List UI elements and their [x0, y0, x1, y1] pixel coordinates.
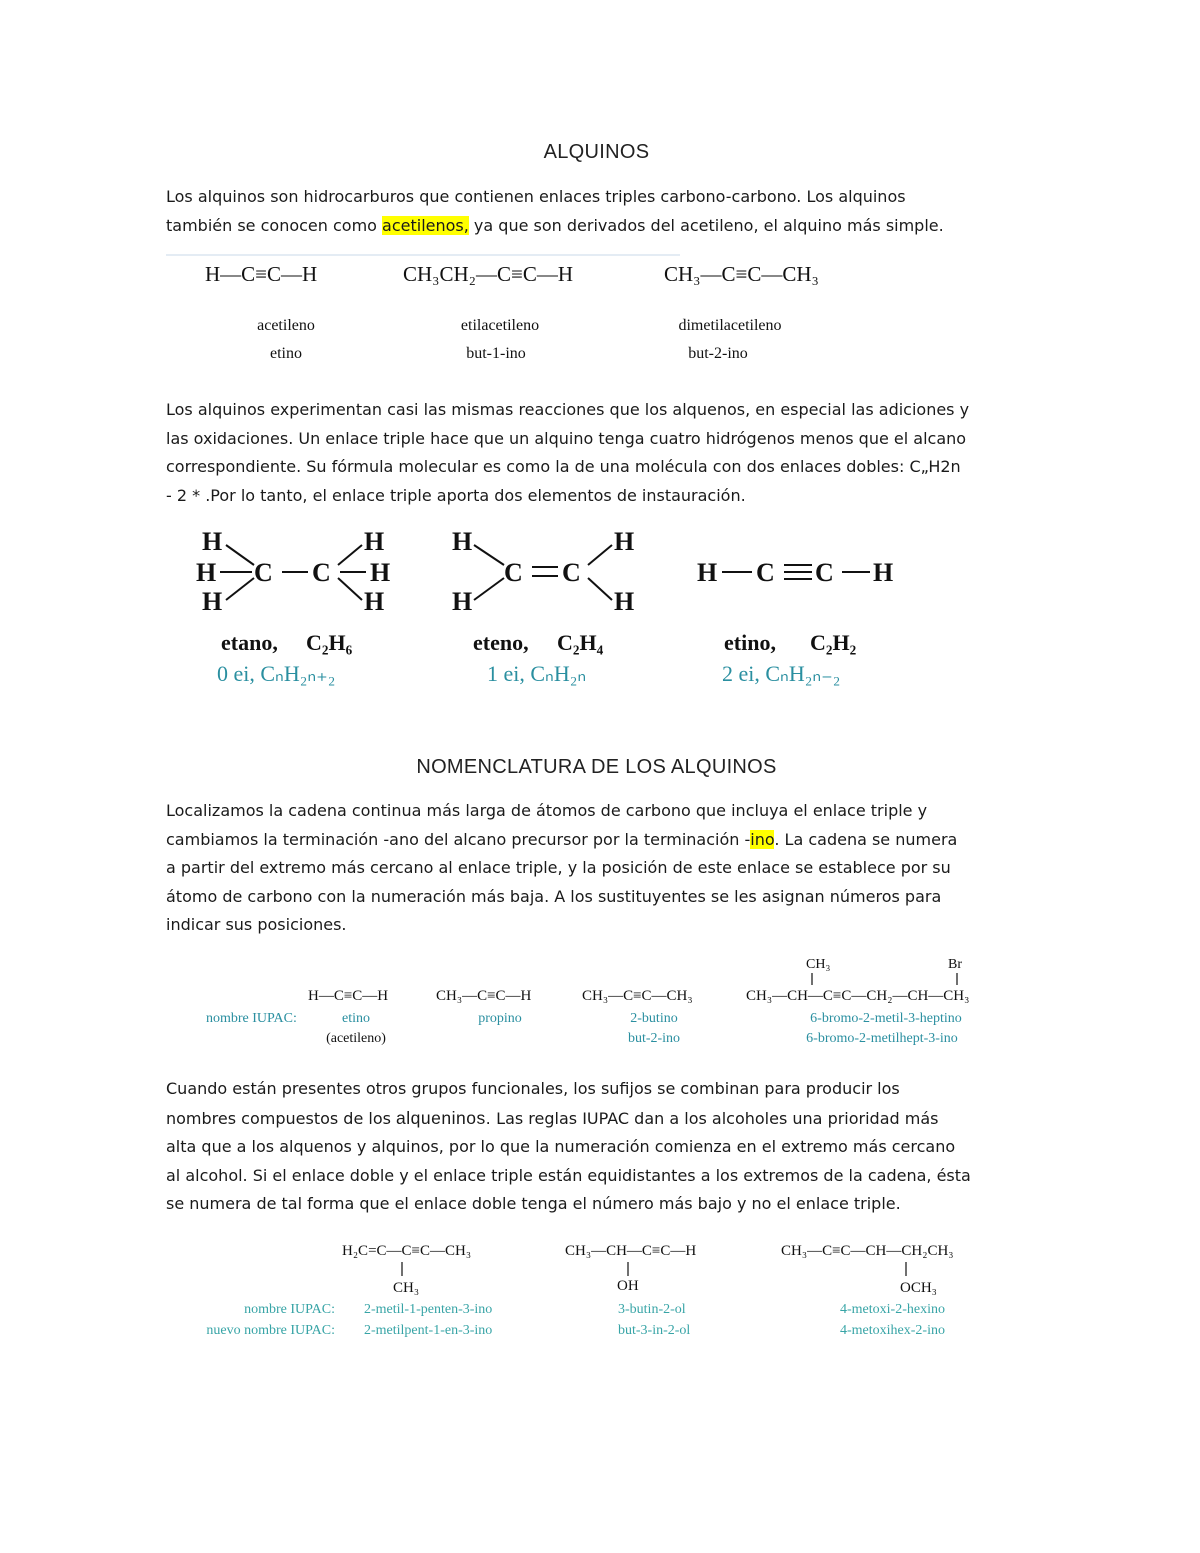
- text-segment: ya que son derivados del acetileno, el alquino más simple.: [468, 215, 944, 235]
- label-nombre-iupac: nombre IUPAC:: [206, 1011, 297, 1026]
- figure-ethane-ethene-ethyne: [196, 527, 893, 686]
- new-iupac-but-2-ino: but-2-ino: [627, 1031, 681, 1046]
- atom-h: H: [364, 587, 385, 616]
- paragraph-line: Los alquinos son hidrocarburos que contienen enlaces triples carbono-carbono. Los alquinos: [166, 187, 906, 206]
- name-etano: etano,: [221, 630, 278, 655]
- name-dimetilacetileno: dimetilacetileno: [678, 317, 782, 334]
- reactions-paragraph: [166, 396, 1046, 510]
- atom-c: C: [815, 558, 834, 587]
- paragraph-line: - 2 * .Por lo tanto, el enlace triple aporta dos elementos de instauración.: [166, 485, 746, 505]
- paragraph-line: al alcohol. Si el enlace doble y el enlace triple están equidistantes a los extremos de la cadena, ésta: [166, 1165, 971, 1185]
- new-iupac-but-3-in-2-ol: but-3-in-2-ol: [618, 1323, 691, 1338]
- atom-h: H: [452, 527, 473, 556]
- atom-c: C: [562, 558, 581, 587]
- atom-h: H: [873, 558, 894, 587]
- atom-h: H: [202, 527, 223, 556]
- atom-h: H: [364, 527, 385, 556]
- unsaturation-etino: 2 ei, CₙH₂ₙ₋₂: [722, 661, 841, 686]
- formula-etilacetileno: CH₃CH₂—C≡C—H: [403, 262, 574, 286]
- paragraph-line: se numera de tal forma que el enlace doble tenga el número más bajo y no el enlace triple.: [166, 1194, 901, 1214]
- figure-alkyne-examples: [166, 255, 819, 362]
- iupac-but-2-ino: but-2-ino: [688, 345, 748, 362]
- iupac-2-butino: 2-butino: [630, 1011, 678, 1026]
- formula-6-bromo-2-metil-3-heptino: CH₃—CH—C≡C—CH₂—CH—CH₃: [746, 988, 970, 1004]
- atom-h: H: [196, 558, 217, 587]
- new-iupac-4-metoxihex-2-ino: 4-metoxihex-2-ino: [840, 1323, 945, 1338]
- substituent-ch3: CH₃: [806, 957, 831, 972]
- atom-h: H: [614, 527, 635, 556]
- iupac-but-1-ino: but-1-ino: [466, 345, 526, 362]
- substituent-br: Br: [948, 957, 962, 972]
- formula-etano: C₂H₆: [306, 630, 353, 655]
- atom-c: C: [504, 558, 523, 587]
- iupac-etino: etino: [342, 1011, 370, 1026]
- paragraph-line: correspondiente. Su fórmula molecular es como la de una molécula con dos enlaces dobles: C„H2n: [166, 457, 961, 477]
- paragraph-line: las oxidaciones. Un enlace triple hace que un alquino tenga cuatro hidrógenos menos que el alcano: [166, 428, 967, 448]
- section-title: NOMENCLATURA DE LOS ALQUINOS: [416, 756, 777, 778]
- iupac-4-metoxi-2-hexino: 4-metoxi-2-hexino: [840, 1302, 945, 1317]
- name-eteno: eteno,: [473, 630, 529, 655]
- formula-propino: CH₃—C≡C—H: [436, 988, 532, 1004]
- functional-groups-paragraph: [166, 1075, 1046, 1219]
- formula-dimetilacetileno: CH₃—C≡C—CH₃: [664, 262, 819, 286]
- new-iupac-6-bromo-2-metilhept-3-ino: 6-bromo-2-metilhept-3-ino: [806, 1031, 958, 1046]
- paragraph-line: alta que a los alquenos y alquinos, por lo que la numeración comienza en el extremo más cercano: [166, 1137, 956, 1157]
- highlighted-term: ino: [750, 829, 775, 849]
- text-segment: Las reglas IUPAC dan a los alcoholes una prioridad más: [491, 1108, 939, 1128]
- iupac-6-bromo-2-metil-3-heptino: 6-bromo-2-metil-3-heptino: [810, 1011, 962, 1026]
- iupac-2-metil-1-penten-3-ino: 2-metil-1-penten-3-ino: [364, 1302, 493, 1317]
- substituent-ch3: CH₃: [393, 1280, 420, 1296]
- paragraph-line: Localizamos la cadena continua más larga de átomos de carbono que incluya el enlace triple y: [166, 801, 928, 820]
- name-etino: etino,: [724, 630, 776, 655]
- atom-c: C: [756, 558, 775, 587]
- iupac-3-butin-2-ol: 3-butin-2-ol: [618, 1302, 686, 1317]
- name-etilacetileno: etilacetileno: [460, 317, 540, 334]
- formula-etino: C₂H₂: [810, 630, 857, 655]
- common-name-acetileno: (acetileno): [326, 1031, 386, 1046]
- text-segment: también se conocen como: [166, 215, 383, 235]
- atom-c: C: [312, 558, 331, 587]
- formula-2-metil-1-penten-3-ino: H₂C=C—C≡C—CH₃: [342, 1243, 472, 1259]
- unsaturation-etano: 0 ei, CₙH₂ₙ₊₂: [217, 661, 336, 686]
- page-title: ALQUINOS: [543, 141, 650, 163]
- label-nombre-iupac: nombre IUPAC:: [244, 1302, 335, 1317]
- structure-eteno: [452, 527, 634, 616]
- label-nuevo-nombre-iupac: nuevo nombre IUPAC:: [206, 1323, 335, 1338]
- atom-h: H: [452, 587, 473, 616]
- structure-etano: [196, 527, 390, 616]
- paragraph-line: Los alquinos experimentan casi las mismas reacciones que los alquenos, en especial las adiciones y: [166, 400, 970, 419]
- atom-h: H: [202, 587, 223, 616]
- text-segment: cambiamos la terminación -ano del alcano precursor por la terminación -: [166, 829, 751, 849]
- text-segment: nombres compuestos de los: [166, 1108, 397, 1128]
- unsaturation-eteno: 1 ei, CₙH₂ₙ: [487, 661, 587, 686]
- substituent-och3: OCH₃: [900, 1280, 937, 1296]
- paragraph-line: Cuando están presentes otros grupos funcionales, los sufijos se combinan para producir los: [166, 1079, 900, 1098]
- paragraph-line: [166, 826, 1046, 855]
- paragraph-line: indicar sus posiciones.: [166, 915, 347, 935]
- atom-c: C: [254, 558, 273, 587]
- highlighted-term: acetilenos,: [382, 215, 469, 235]
- text-segment: . La cadena se numera: [774, 829, 958, 849]
- figure-enyne-examples: [206, 1243, 953, 1338]
- iupac-propino: propino: [478, 1011, 522, 1026]
- paragraph-line: a partir del extremo más cercano al enlace triple, y la posición de este enlace se establece por su: [166, 858, 951, 878]
- structure-etino: [697, 558, 893, 587]
- formula-3-butin-2-ol: CH₃—CH—C≡C—H: [565, 1243, 697, 1259]
- paragraph-line: átomo de carbono con la numeración más baja. A los sustituyentes se les asignan números para: [166, 886, 942, 906]
- formula-2-butino: CH₃—C≡C—CH₃: [582, 988, 693, 1004]
- formula-acetileno: H—C≡C—H: [205, 262, 318, 286]
- figure-nomenclature-examples: [206, 957, 969, 1046]
- atom-h: H: [614, 587, 635, 616]
- term-alqueninos: alqueninos.: [396, 1107, 492, 1128]
- new-iupac-2-metilpent-1-en-3-ino: 2-metilpent-1-en-3-ino: [364, 1323, 493, 1338]
- iupac-etino: etino: [270, 345, 302, 362]
- nomenclature-paragraph: [166, 797, 1046, 940]
- formula-eteno: C₂H₄: [557, 630, 604, 655]
- paragraph-line: [166, 1104, 1046, 1134]
- formula-4-metoxi-2-hexino: CH₃—C≡C—CH—CH₂CH₃: [781, 1243, 954, 1259]
- atom-h: H: [697, 558, 718, 587]
- substituent-oh: OH: [617, 1278, 639, 1294]
- atom-h: H: [370, 558, 391, 587]
- name-acetileno: acetileno: [257, 317, 315, 334]
- formula-etino: H—C≡C—H: [308, 988, 389, 1004]
